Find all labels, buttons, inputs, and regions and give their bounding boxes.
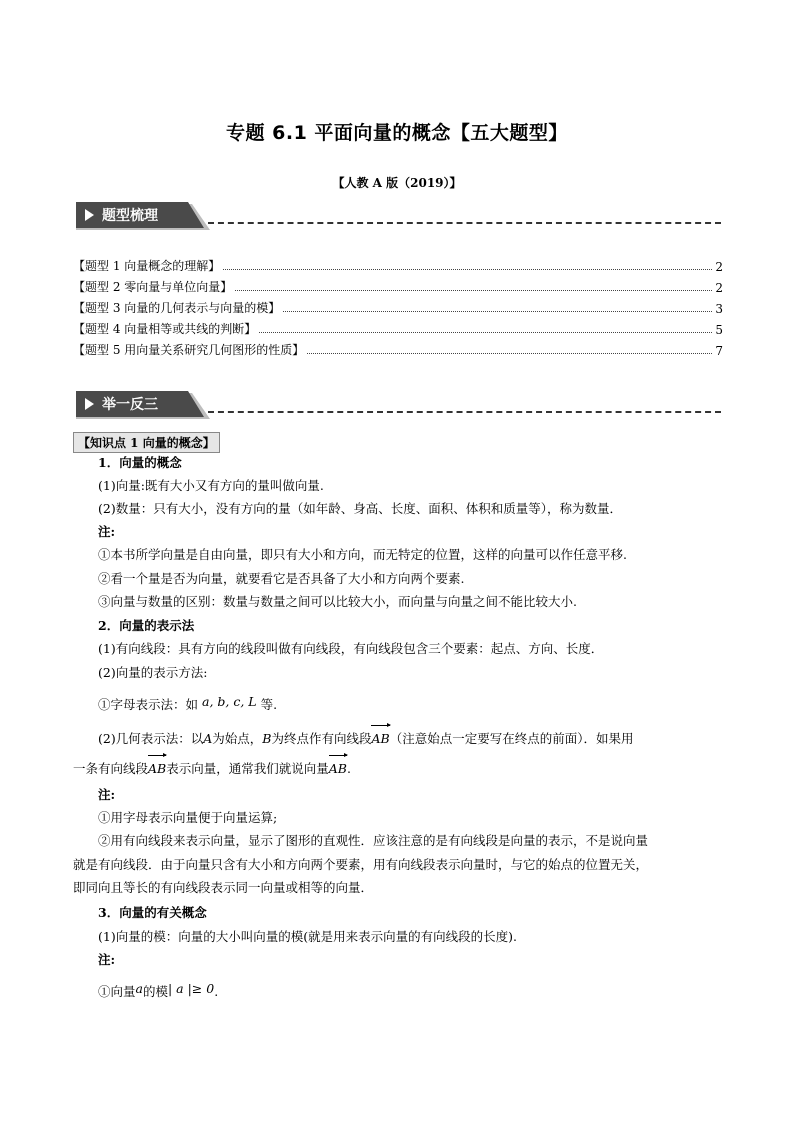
vector-ab: AB [148, 761, 166, 777]
variable: B [262, 731, 272, 746]
toc-leader-dots [235, 290, 712, 291]
toc-banner [76, 202, 721, 228]
toc-item-page: 2 [715, 260, 723, 274]
toc-leader-dots [307, 353, 712, 354]
text: . [214, 984, 219, 999]
paragraph: (2)向量的表示方法: [98, 665, 208, 680]
text: 为始点， [212, 731, 263, 746]
toc-leader-dots [223, 269, 712, 270]
vector-arrow-icon [148, 755, 166, 760]
paragraph: (1)向量:既有大小又有方向的量叫做向量. [98, 478, 324, 493]
note-item-modulus [98, 981, 219, 1000]
toc-item-text: 【题型 5 用向量关系研究几何图形的性质】 [73, 343, 305, 357]
text: 的模 [142, 984, 168, 999]
toc-item[interactable] [73, 279, 723, 295]
play-triangle-icon [85, 398, 94, 410]
paragraph-continuation [73, 761, 351, 777]
toc-item[interactable] [73, 321, 723, 337]
note-item: ②看一个量是否为向量，就要看它是否具备了大小和方向两个要素. [98, 571, 465, 586]
toc-leader-dots [259, 332, 712, 333]
vector-letters: a, b, c, L [202, 694, 257, 709]
section-heading: 1．向量的概念 [98, 455, 182, 470]
toc-leader-dots [283, 311, 712, 312]
text: 为终点作有向线段 [271, 731, 372, 746]
text: ①向量 [98, 984, 136, 999]
text: . [346, 761, 351, 776]
note-label: 注: [98, 952, 116, 967]
paragraph: (1)向量的模：向量的大小叫向量的模(就是用来表示向量的有向线段的长度). [98, 929, 517, 944]
toc-item[interactable] [73, 342, 723, 358]
page-subtitle: 【人教 A 版（2019）】 [332, 176, 462, 190]
note-item: ①本书所学向量是自由向量，即只有大小和方向，而无特定的位置，这样的向量可以作任意平移. [98, 547, 627, 562]
paragraph: (2)数量：只有大小，没有方向的量（如年龄、身高、长度、面积、体积和质量等），称为数量． [98, 501, 622, 516]
note-label: 注: [98, 787, 116, 802]
text: 等. [260, 697, 278, 712]
vector-arrow-icon [329, 755, 347, 760]
note-item-continuation: 即同向且等长的有向线段表示同一向量或相等的向量． [73, 880, 374, 895]
section-heading: 3．向量的有关概念 [98, 905, 207, 920]
banner-dashed-line [208, 411, 721, 413]
note-item: ③向量与数量的区别：数量与数量之间可以比较大小，而向量与向量之间不能比较大小. [98, 594, 577, 609]
toc-item[interactable] [73, 300, 723, 316]
play-triangle-icon [85, 209, 94, 221]
toc-item-page: 7 [715, 344, 723, 358]
paragraph: (1)有向线段：具有方向的线段叫做有向线段，有向线段包含三个要素：起点、方向、长度． [98, 641, 604, 656]
text: (2)几何表示法：以 [98, 731, 204, 746]
modulus-expression: | a |≥ 0 [167, 981, 215, 996]
toc-item-page: 3 [715, 302, 723, 316]
paragraph-letter-notation [98, 694, 278, 713]
toc-item-page: 2 [715, 281, 723, 295]
variable: A [203, 731, 213, 746]
page-title: 专题 6.1 平面向量的概念【五大题型】 [226, 122, 568, 144]
vector-ab: AB [371, 731, 389, 747]
note-item: ②用有向线段来表示向量，显示了图形的直观性．应该注意的是有向线段是向量的表示，不是说向量 [98, 833, 649, 848]
section-heading: 2．向量的表示法 [98, 618, 195, 633]
knowledge-point-label: 【知识点 1 向量的概念】 [73, 432, 220, 453]
variable: a [135, 981, 143, 996]
toc-item[interactable] [73, 258, 723, 274]
note-label: 注: [98, 524, 116, 539]
banner-dashed-line [208, 222, 721, 224]
note-item-continuation: 就是有向线段．由于向量只含有大小和方向两个要素，用有向线段表示向量时，与它的始点的位置无关， [73, 857, 649, 872]
banner-label: 题型梳理 [102, 208, 158, 224]
toc-item-text: 【题型 1 向量概念的理解】 [73, 259, 221, 273]
vector-arrow-icon [371, 725, 389, 730]
text: 表示向量，通常我们就说向量 [166, 761, 329, 776]
text: 一条有向线段 [73, 761, 149, 776]
paragraph-geometric-notation [98, 731, 633, 747]
toc-item-page: 5 [715, 323, 723, 337]
toc-item-text: 【题型 3 向量的几何表示与向量的模】 [73, 301, 281, 315]
toc-item-text: 【题型 4 向量相等或共线的判断】 [73, 322, 257, 336]
note-item: ①用字母表示向量便于向量运算; [98, 810, 278, 825]
text: （注意始点一定要写在终点的前面）．如果用 [389, 731, 634, 746]
main-banner [76, 391, 721, 417]
toc-item-text: 【题型 2 零向量与单位向量】 [73, 280, 233, 294]
vector-ab: AB [329, 761, 347, 777]
text: ①字母表示法：如 [98, 697, 199, 712]
banner-label: 举一反三 [102, 397, 158, 413]
